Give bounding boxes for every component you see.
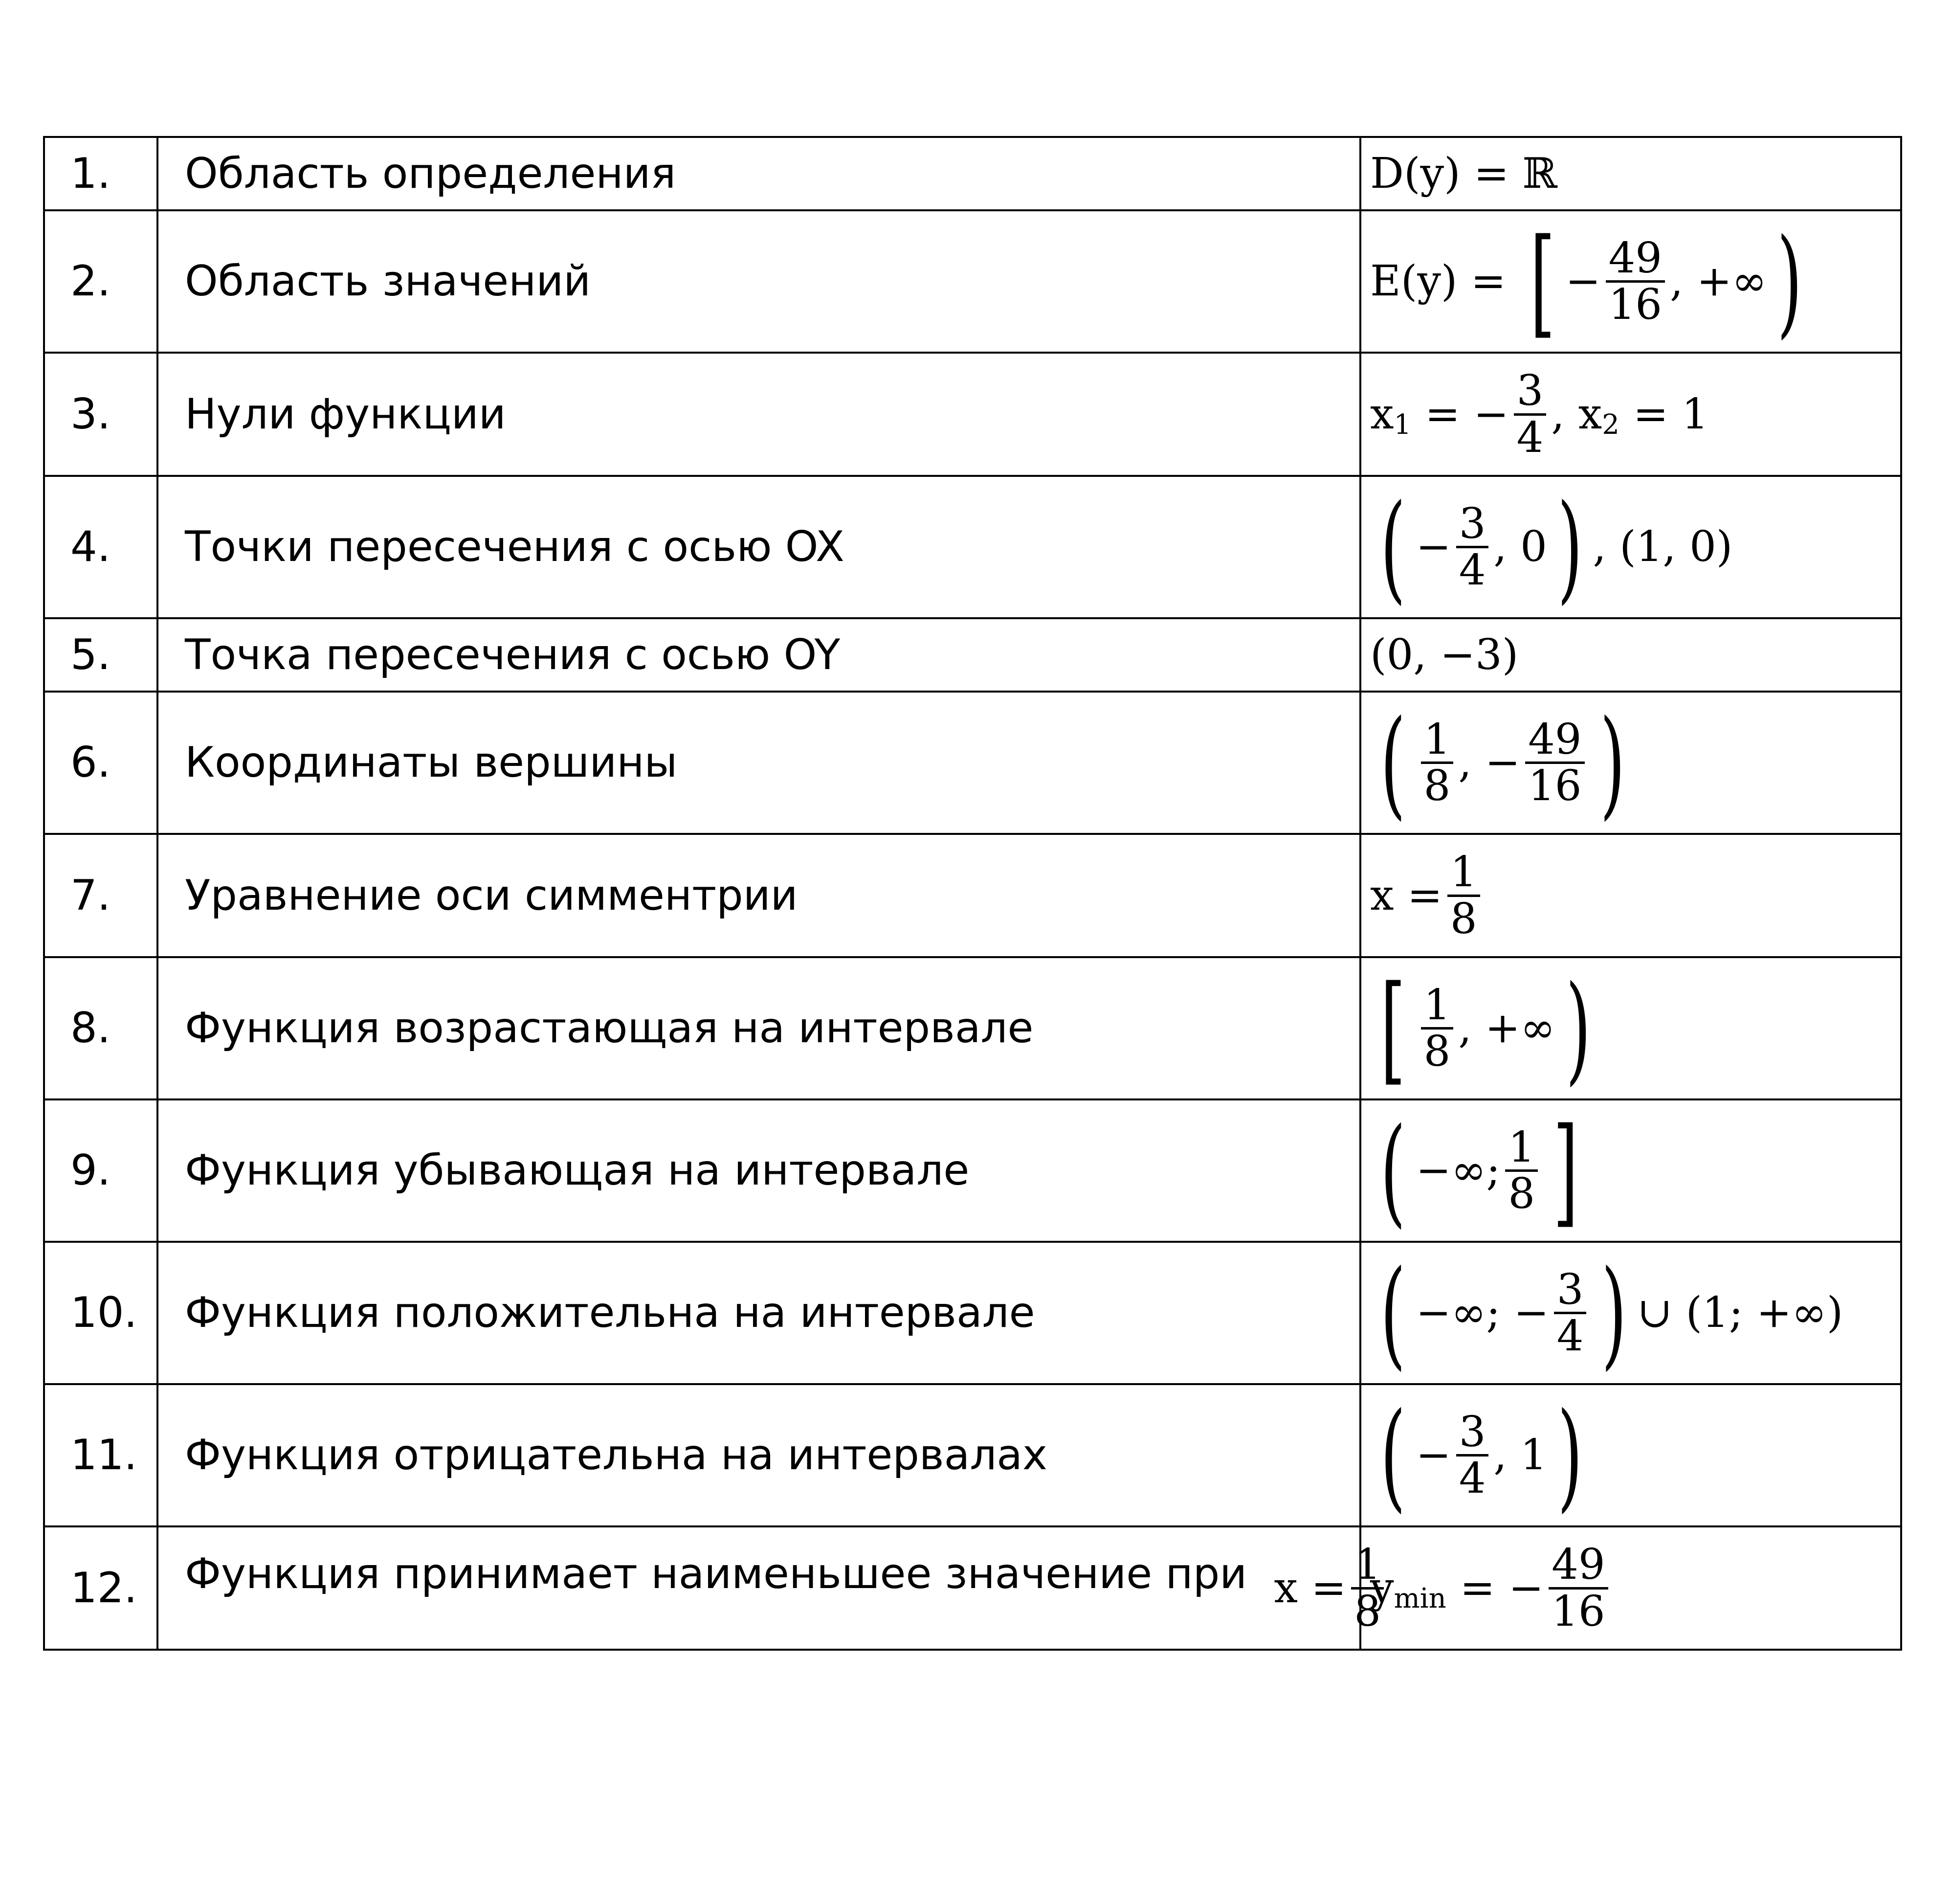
subscript: min — [1394, 1582, 1446, 1614]
table-row — [44, 1242, 1901, 1384]
bracket: ] — [1553, 1102, 1578, 1239]
row-number: 12. — [44, 1526, 157, 1650]
bracket: [ — [1380, 960, 1406, 1097]
bracket: ( — [1380, 1102, 1406, 1239]
row-number: 2. — [44, 210, 157, 353]
bracket: ) — [1565, 960, 1591, 1097]
table-row — [44, 210, 1901, 353]
row-number: 8. — [44, 957, 157, 1099]
row-number: 1. — [44, 137, 157, 210]
subscript: 1 — [1394, 408, 1412, 441]
math-text: ∪ (1; +∞) — [1637, 1288, 1843, 1338]
row-value — [1360, 476, 1901, 618]
row-value — [1360, 210, 1901, 353]
function-properties-table — [43, 136, 1902, 1651]
subscript: 2 — [1602, 408, 1619, 441]
row-number: 7. — [44, 834, 157, 957]
row-number: 5. — [44, 618, 157, 692]
math-text: E(y) = — [1370, 257, 1506, 306]
fraction: $\frac{1}{8}$ — [1447, 850, 1480, 941]
math-text: = − — [1425, 389, 1509, 439]
fraction: $\frac{49}{16}$ — [1549, 1543, 1608, 1634]
row-value — [1360, 957, 1901, 1099]
fraction: $\frac{3}{4}$ — [1456, 502, 1489, 593]
math-text: x — [1370, 389, 1394, 439]
fraction: $\frac{3}{4}$ — [1554, 1268, 1587, 1359]
bracket: ) — [1599, 694, 1625, 831]
fraction: $\frac{1}{8}$ — [1351, 1543, 1384, 1634]
row-label: Координаты вершины — [157, 692, 1360, 834]
table-row — [44, 137, 1901, 210]
row-number: 9. — [44, 1099, 157, 1242]
row-value — [1360, 692, 1901, 834]
bracket: ) — [1777, 213, 1802, 350]
row-label-text: Функция принимает наименьшее значение при — [185, 1549, 1247, 1598]
row-value — [1360, 618, 1901, 692]
bracket: ( — [1380, 478, 1406, 616]
fraction: $\frac{49}{16}$ — [1606, 236, 1665, 327]
table-row — [44, 692, 1901, 834]
row-label: Нули функции — [157, 353, 1360, 476]
fraction: $\frac{3}{4}$ — [1514, 369, 1547, 460]
row-value — [1360, 1099, 1901, 1242]
row-label: Точки пересечения с осью OX — [157, 476, 1360, 618]
fraction: $\frac{1}{8}$ — [1505, 1125, 1538, 1216]
fraction: $\frac{1}{8}$ — [1421, 983, 1454, 1074]
bracket: [ — [1530, 213, 1555, 350]
table-row — [44, 834, 1901, 957]
fraction: $\frac{49}{16}$ — [1525, 717, 1584, 808]
row-number: 4. — [44, 476, 157, 618]
fraction: $\frac{3}{4}$ — [1456, 1410, 1489, 1501]
math-text: , (1, 0) — [1593, 522, 1733, 572]
bracket: ( — [1380, 694, 1406, 831]
bracket: ) — [1601, 1244, 1627, 1382]
math-text: y — [1370, 1563, 1394, 1613]
math-text: , +∞ — [1670, 257, 1767, 306]
row-label: Область значений — [157, 210, 1360, 353]
row-label — [157, 1526, 1381, 1650]
row-value — [1360, 353, 1901, 476]
row-value — [1360, 834, 1901, 957]
table-row — [44, 476, 1901, 618]
row-number: 11. — [44, 1384, 157, 1526]
row-value — [1360, 137, 1901, 210]
row-label: Уравнение оси симментрии — [157, 834, 1360, 957]
row-label: Точка пересечения с осью OY — [157, 618, 1360, 692]
math-text: , +∞ — [1458, 1004, 1555, 1053]
table-row — [44, 353, 1901, 476]
row-label: Функция положительна на интервале — [157, 1242, 1360, 1384]
row-label: Функция отрицательна на интервалах — [157, 1384, 1360, 1526]
math-value: (0, −3) — [1370, 630, 1519, 679]
math-text: x = — [1370, 871, 1442, 920]
math-text: − — [1565, 257, 1601, 306]
bracket: ( — [1380, 1387, 1406, 1524]
table-row — [44, 1384, 1901, 1526]
row-label: Область определения — [157, 137, 1360, 210]
row-value — [1360, 1242, 1901, 1384]
table-row — [44, 1526, 1901, 1650]
fraction: $\frac{1}{8}$ — [1421, 717, 1454, 808]
math-text: = − — [1460, 1563, 1544, 1613]
row-label: Функция возрастающая на интервале — [157, 957, 1360, 1099]
math-text: , − — [1458, 738, 1521, 787]
math-text: −∞; — [1416, 1146, 1501, 1195]
math-text: , 1 — [1493, 1431, 1547, 1480]
table-row — [44, 1099, 1901, 1242]
math-text: = 1 — [1633, 389, 1708, 439]
table-row — [44, 618, 1901, 692]
math-text: , 0 — [1493, 522, 1547, 572]
table-row — [44, 957, 1901, 1099]
bracket: ) — [1557, 1387, 1583, 1524]
math-text: − — [1416, 522, 1451, 572]
row-value — [1360, 1384, 1901, 1526]
math-text: , — [1551, 389, 1565, 439]
math-text: − — [1416, 1431, 1451, 1480]
math-text: x — [1578, 389, 1602, 439]
row-value — [1360, 1526, 1901, 1650]
math-text: x = — [1274, 1563, 1347, 1613]
bracket: ) — [1557, 478, 1583, 616]
row-number: 6. — [44, 692, 157, 834]
row-number: 10. — [44, 1242, 157, 1384]
row-label: Функция убывающая на интервале — [157, 1099, 1360, 1242]
bracket: ( — [1380, 1244, 1406, 1382]
row-number: 3. — [44, 353, 157, 476]
math-value: D(y) = ℝ — [1370, 149, 1557, 198]
math-text: −∞; − — [1416, 1288, 1549, 1338]
